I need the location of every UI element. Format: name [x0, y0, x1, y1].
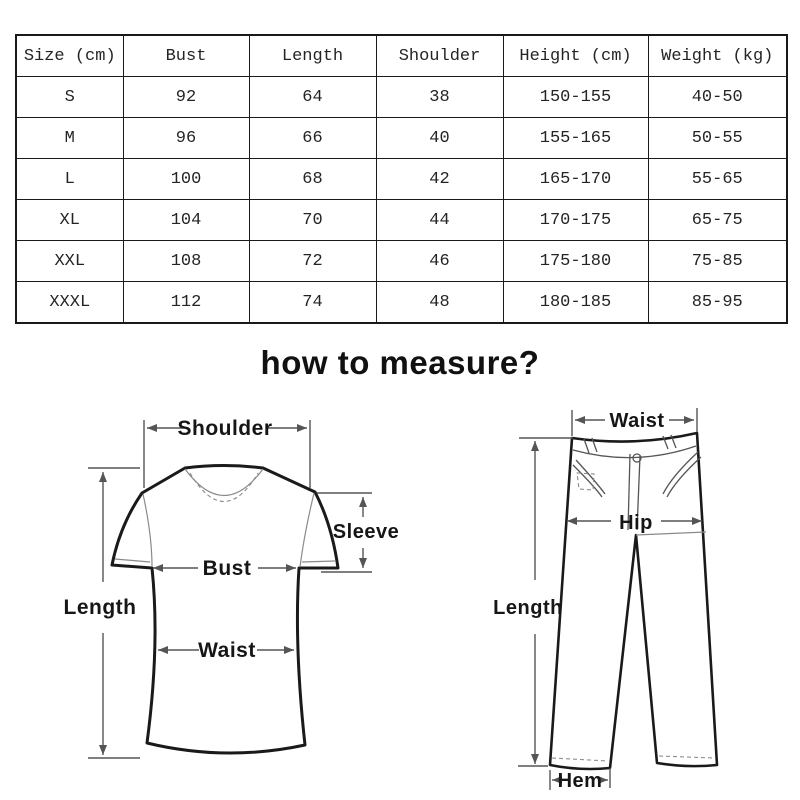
pants-waist-measure [572, 408, 697, 436]
table-cell: 40 [376, 118, 503, 159]
table-row-xl [16, 200, 787, 241]
pants-length-measure [493, 438, 573, 766]
shirt-shoulder-label: Shoulder [177, 417, 273, 440]
pants-length-label: Length [493, 597, 563, 619]
header-size: Size (cm) [16, 35, 123, 77]
table-cell: 48 [376, 282, 503, 324]
header-bust: Bust [123, 35, 249, 77]
pants-hem-label: Hem [557, 770, 603, 792]
table-cell: 55-65 [648, 159, 787, 200]
table-cell: 72 [249, 241, 376, 282]
pants-hip-measure [567, 512, 702, 534]
table-cell: XL [16, 200, 123, 241]
table-cell: 68 [249, 159, 376, 200]
tshirt-left-armhole-seam [143, 494, 152, 567]
table-cell: XXXL [16, 282, 123, 324]
table-cell: 100 [123, 159, 249, 200]
how-to-measure-heading: how to measure? [260, 344, 540, 381]
shirt-waist-label: Waist [198, 639, 256, 662]
pants-hem-measure [550, 768, 610, 792]
pants-right-pocket [663, 452, 701, 497]
table-row-xxxl [16, 282, 787, 324]
table-cell: 75-85 [648, 241, 787, 282]
size-table [15, 34, 788, 324]
table-row-l [16, 159, 787, 200]
header-weight: Weight (kg) [648, 35, 787, 77]
pants-belt-loops [584, 435, 676, 453]
pants-hem-stitches [552, 756, 715, 761]
table-cell: 92 [123, 77, 249, 118]
shirt-length-label: Length [63, 596, 137, 619]
table-cell: 64 [249, 77, 376, 118]
shirt-bust-label: Bust [202, 557, 252, 580]
table-cell: 50-55 [648, 118, 787, 159]
tshirt-right-armhole-seam [300, 493, 314, 567]
tshirt-left-cuff-stitch [115, 559, 150, 562]
table-cell: 42 [376, 159, 503, 200]
table-cell: S [16, 77, 123, 118]
pants-coin-pocket [577, 473, 594, 490]
table-row-m [16, 118, 787, 159]
table-cell: L [16, 159, 123, 200]
table-row-s [16, 77, 787, 118]
table-cell: 85-95 [648, 282, 787, 324]
table-cell: 112 [123, 282, 249, 324]
table-cell: XXL [16, 241, 123, 282]
header-shoulder: Shoulder [376, 35, 503, 77]
tshirt-collar-line [185, 469, 263, 496]
table-cell: 38 [376, 77, 503, 118]
tshirt-collar-stitch [190, 473, 258, 502]
table-cell: 40-50 [648, 77, 787, 118]
table-cell: 180-185 [503, 282, 648, 324]
header-height: Height (cm) [503, 35, 648, 77]
shirt-waist-measure [158, 639, 294, 662]
table-cell: 155-165 [503, 118, 648, 159]
table-cell: M [16, 118, 123, 159]
table-cell: 104 [123, 200, 249, 241]
size-table-header-row [16, 35, 787, 77]
table-cell: 170-175 [503, 200, 648, 241]
tshirt-diagram [64, 417, 400, 758]
shirt-sleeve-label: Sleeve [332, 521, 400, 543]
table-cell: 108 [123, 241, 249, 282]
measure-diagram [0, 390, 800, 800]
pants-outline [550, 433, 717, 769]
shirt-bust-measure [153, 557, 296, 580]
shirt-length-measure [64, 468, 140, 758]
table-cell: 46 [376, 241, 503, 282]
table-row-xxl [16, 241, 787, 282]
table-cell: 70 [249, 200, 376, 241]
table-cell: 96 [123, 118, 249, 159]
table-cell: 175-180 [503, 241, 648, 282]
table-cell: 165-170 [503, 159, 648, 200]
pants-waistband-line [573, 446, 696, 458]
tshirt-right-cuff-stitch [302, 561, 335, 562]
header-length: Length [249, 35, 376, 77]
table-cell: 65-75 [648, 200, 787, 241]
table-cell: 150-155 [503, 77, 648, 118]
table-cell: 66 [249, 118, 376, 159]
table-cell: 74 [249, 282, 376, 324]
table-cell: 44 [376, 200, 503, 241]
pants-diagram [493, 408, 717, 792]
pants-waist-label: Waist [609, 410, 665, 432]
pants-hip-label: Hip [619, 512, 653, 534]
